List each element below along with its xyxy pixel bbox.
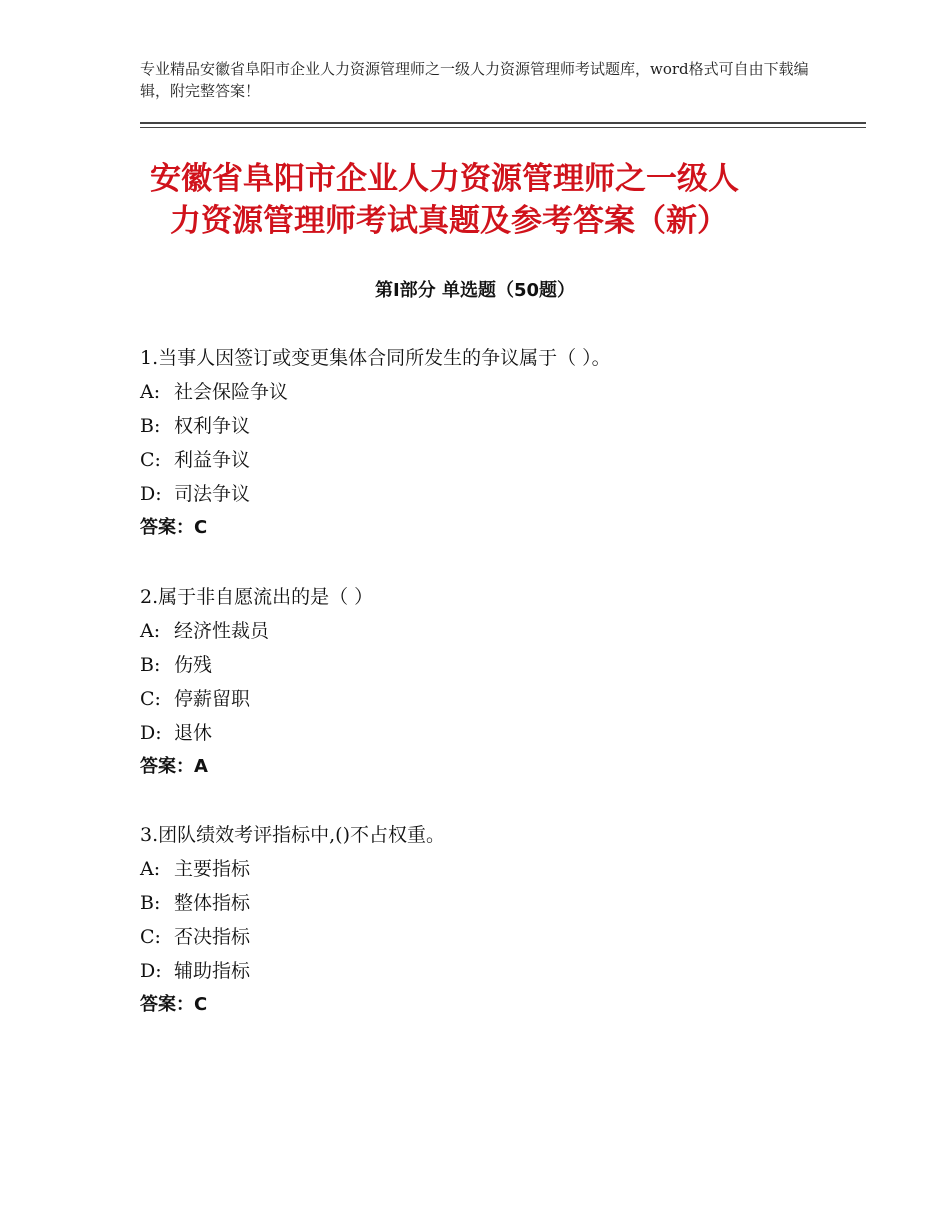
option-text: 利益争议 [174,449,251,471]
option-text: 伤残 [174,654,213,676]
option-a [140,852,840,886]
section-heading: 第Ⅰ部分 单选题（50题） [374,280,575,301]
option-text: 退休 [174,722,213,744]
option-text: 主要指标 [174,858,251,880]
option-text: 停薪留职 [174,688,251,710]
option-b [140,886,840,920]
option-letter: B: [140,654,161,676]
question-stem: 2.属于非自愿流出的是（ ） [140,586,374,608]
option-text: 司法争议 [174,483,251,505]
header-divider [140,122,866,124]
option-text: 整体指标 [174,892,251,914]
option-d [140,716,840,750]
option-d [140,954,840,988]
title-line-1: 安徽省阜阳市企业人力资源管理师之一级人 [150,161,739,197]
answer-line: 答案：A [140,756,208,777]
option-letter: A: [140,620,161,642]
option-text: 否决指标 [174,926,251,948]
option-letter: C: [140,926,161,948]
option-letter: B: [140,892,161,914]
option-letter: C: [140,688,161,710]
option-b [140,648,840,682]
option-text: 社会保险争议 [174,381,289,403]
answer-line: 答案：C [140,517,208,538]
option-text: 权利争议 [174,415,251,437]
option-letter: A: [140,858,161,880]
option-letter: B: [140,415,161,437]
question-2 [140,580,840,784]
option-d [140,477,840,511]
answer-line: 答案：C [140,994,208,1015]
option-c [140,443,840,477]
option-letter: D: [140,483,162,505]
option-a [140,375,840,409]
option-text: 辅助指标 [174,960,251,982]
option-letter: D: [140,960,162,982]
question-stem: 1.当事人因签订或变更集体合同所发生的争议属于（ ）。 [140,347,611,369]
option-c [140,920,840,954]
option-c [140,682,840,716]
option-a [140,614,840,648]
option-letter: A: [140,381,161,403]
option-b [140,409,840,443]
question-3 [140,818,840,1022]
option-letter: C: [140,449,161,471]
header-divider-thin [140,127,866,128]
question-1 [140,341,840,545]
question-stem: 3.团队绩效考评指标中,()不占权重。 [140,824,445,846]
document-header-note: 专业精品安徽省阜阳市企业人力资源管理师之一级人力资源管理师考试题库，word格式可自由下载编辑，附完整答案！ [140,60,809,100]
option-letter: D: [140,722,162,744]
option-text: 经济性裁员 [174,620,270,642]
title-line-2: 力资源管理师考试真题及参考答案（新） [170,203,728,239]
document-title [150,158,830,242]
